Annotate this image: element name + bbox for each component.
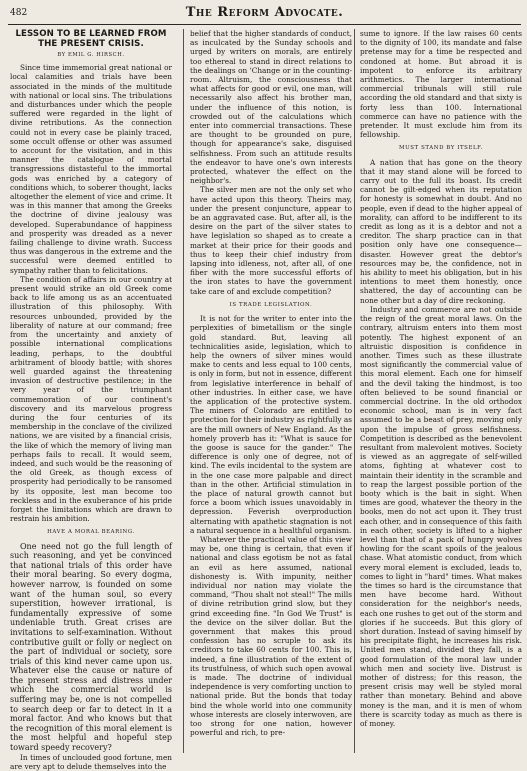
section-subhead: MUST STAND BY ITSELF. [399,145,483,152]
paragraph: sume to ignore. If the law raises 60 cents to the dignity of 100, its mandate and false pretense may for a time be respected and condoned at home. But abroad it is impotent to enforce its arbitrary arithmetics. The larger international commercial tribunals will still rule according the old standard and that sixty is forty less than 100. International commerce can have no patience with the pretender. It must exclude him from its fellowship. [360,29,522,140]
paragraph: belief that the higher standards of conduct, as inculcated by the Sunday schools and urged by writers on morals, are entirely too ethereal to stand in direct relations to the dealings on 'Change or in the counting-room. Altruism, the consciousness that what affects for good or evil, one man, will necessarily also affect his brother man, under the influence of this notion, is crowded out of the calculations which enter into commercial transactions. These are thought to be grounded on pure, though for appearance's sake, disguised selfishness. From such an attitude results the endeavor to have one's own interests protected, whatever the effect on the neighbor's. [190,29,352,186]
article-byline: BY EMIL G. HIRSCH. [57,52,125,58]
paragraph: Since time immemorial great national or local calamities and trials have been associated in the minds of the multitude with national or local sins. The tribulations and disturbances under which the people suffered were regarded in the light of divine retributions. As the connection could not in every case be plainly traced, some occult offense or other was assumed to account for the visitation, and in this manner the catalogue of mortal transgressions distasteful to the immortal gods was enriched by a category of conditions which, to soberer thought, lacks altogether the element of vice and crime. It was in this manner that among the Greeks the doctrine of divine jealousy was developed. Superabundance of happiness and prosperity was dreaded as a never failing challenge to divine wrath. Success thus was dangerous in the extreme and the successful were deemed entitled to sympathy rather than to felicitations. [10,63,172,275]
section-subhead: IS TRADE LEGISLATION. [229,301,313,308]
page-number: 482 [10,8,28,18]
paragraph: It is not for the writer to enter into the perplexities of bimetallism or the single gold standard. But, leaving all technicalities aside, legislation, which to help the owners of silver mines would make to cents and less equal to 100 cents, is only in form, but not in essence, different from legislative interference in behalf of other industries. In either case, we have the application of the protective system. The miners of Colorado are entitled to protection for their industry as rightfully as are the mill owners of New England. As the homely proverb has it: "What is sauce for the goose is sauce for the gander." The difference is only one of degree, not of kind. The evils incidental to the system are in the one case more palpable and direct than in the other. Artificial stimulation in the place of natural growth cannot but force a boom which issues unavoidably in depression. Feverish overproduction alternating with apathetic stagnation is not a natural sequence in a healthful organism. [190,314,352,535]
page-header [10,5,519,25]
column-1 [10,29,172,771]
masthead-title: The Reform Advocate. [185,5,344,20]
section-subhead: HAVE A MORAL BEARING. [47,529,135,536]
paragraph: Industry and commerce are not outside the reign of the great moral laws. On the contrary, altruism enters into them most potently. The highest exponent of an altruistic disposition is confidence in another. Times such as these illustrate most significantly the commercial value of this moral element. Each one for himself and the devil taking the hindmost, is too often believed to be sound financial or commercial doctrine. In the old orthodox economic school, man is in very fact assumed to be a beast of prey, moving only upon the impulse of gross selfishness. Competition is described as the benevolent resultant from malevolent motives. Society is viewed as an aggregate of self-willed atoms, fighting at whatever cost to maintain their identity in the scramble and to reap the largest possible portion of the booty which is the bait in sight. When times are good, whatever the theory in the books, men do not act upon it. They trust each other, and in consequence of this faith in each other, society is lifted to a higher level than that of a pack of hungry wolves howling for the scant spoils of the jealous chase. What atomistic conduct, from which every moral element is excluded, leads to, comes to light in "hard" times. What makes the times so hard is the circumstance that men have become hard. Without consideration for the neighbor's needs, each one rushes to get out of the storm and glories if he succeeds. But this glory of short duration. Instead of saving himself by his precipitate flight, he increases his risk. United men stand, divided they fall, is a good formulation of the moral law under which men and society live. Distrust is mother of distress; for this reason, the present crisis may well be styled moral rather than monetary. Behind and above money is the man, and it is men of whom there is scarcity today as much as there is of money. [360,304,522,729]
article-title: LESSON TO BE LEARNED FROM THE PRESENT CRISIS. [15,29,167,49]
paragraph: In times of unclouded good fortune, men are very apt to delude themselves into the [10,752,172,771]
column-divider [354,29,355,753]
header-rule [8,24,521,25]
paragraph: A nation that has gone on the theory that it may stand alone will be forced to carry out to the full its boast. Its credit cannot be gilt-edged when its reputation for honesty is somewhat in doubt. And no people, even if dead to the higher appeal of morality, can afford to be indifferent to its credit as long as it is a debtor and not a creditor. The sharp practice can in that position only have one consequence—disaster. However great the debtor's resources may be, the confidence, not in his ability to meet his obligation, but in his intentions to meet them honestly, once shattered, the day of accounting can be none other but a day of dire reckoning. [360,157,522,305]
paragraph: The condition of affairs in our country at present would strike an old Greek come back to life among us as an accentuated illustration of this philosophy. With resources unbounded, provided by the liberality of nature at our command; free from the uncertainty and anxiety of possible international complications leading, perhaps, to the doubtful arbitrament of bloody battle; with shores well guarded against the threatening invasion of destructive pestilence; in the very year of the triumphant commemoration of our continent's discovery and its marvelous progress during the four centuries of its membership in the conclave of the civilized nations, we are visited by a financial crisis, the like of which the memory of living man perhaps fails to recall. It would seem, indeed, and such would be the reasoning of the old Greek, as though excess of prosperity had periodically to be ransomed by its opposite, lest man become too reckless and in the exuberance of his pride forget the limitations which are drawn to restrain his ambition. [10,274,172,524]
paragraph: Whatever the practical value of this view may be, one thing is certain, that even if national and class egotism be not as fatal an evil as here assumed, national dishonesty is. With impunity, neither individual nor nation may violate the command, "Thou shalt not steal!" The mills of divine retribution grind slow, but they grind exceeding fine. "In God We Trust" is the device on the silver dollar. But the government that makes this proud confession has no scruple to ask its creditors to take 60 cents for 100. This is, indeed, a fine illustration of the extent of its trustfulness, of which such open avowal is made. The doctrine of individual independence is very comforting unction to national pride. But the bonds that today bind the whole world into one community whose interests are closely interwoven, are too strong for one nation, however powerful and rich, to pre- [190,534,352,738]
column-2 [190,29,352,757]
column-divider [183,29,184,753]
paragraph: One need not go the full length of such reasoning, and yet be convinced that national trials of this order have their moral bearing. So every dogma, however narrow, is founded on some want of the human soul, so every superstition, however irrational, is fundamentally expressive of some undeniable truth. Great crises are invitations to self-examination. Without contributive guilt or folly or neglect on the part of individual or society, sore trials of this kind never came upon us. Whatever else the cause or nature of the present stress and distress under which the commercial world is suffering may be, one is not compelled to search deep or far to detect in it a moral factor. And who knows but that the recognition of this moral element is the most helpful and hopeful step toward speedy recovery? [10,541,172,753]
paragraph: The silver men are not the only set who have acted upon this theory. Theirs may, under the present conjuncture, appear to be an aggravated case. But, after all, is the desire on the part of the silver states to have legislation so shaped as to create a market at their price for their goods and thus to keep their chief industry from lapsing into idleness, not, after all, of one fiber with the more successful efforts of the iron states to have the government take care of and exclude competition? [190,185,352,296]
column-3 [360,29,522,757]
